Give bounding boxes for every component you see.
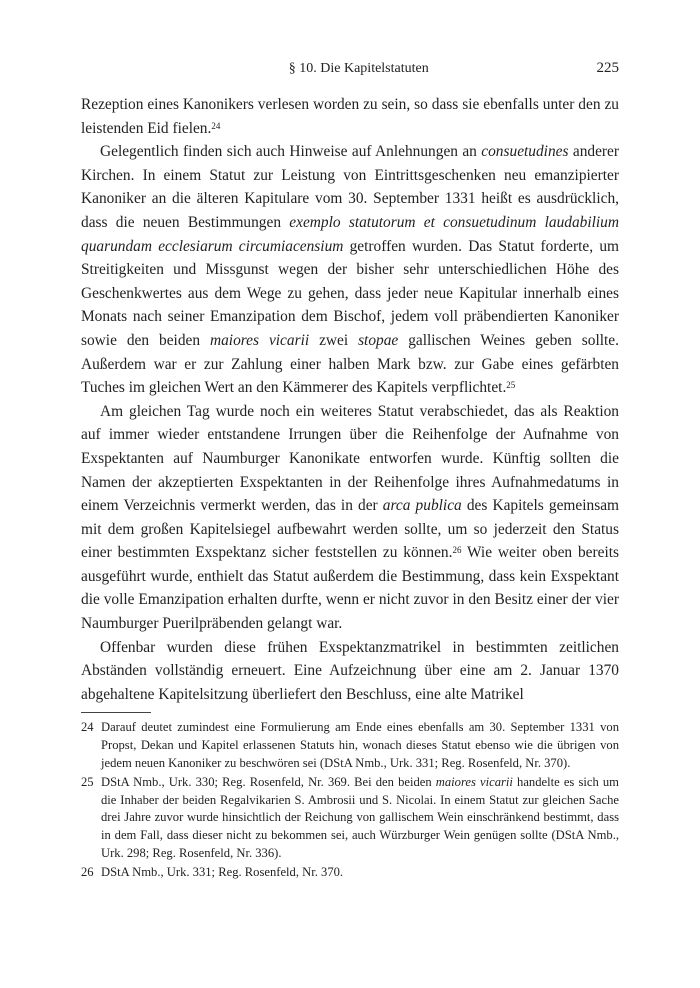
- paragraph: [81, 636, 619, 707]
- footnote: [81, 774, 619, 862]
- running-title: § 10. Die Kapitelstatuten: [288, 61, 429, 76]
- text-run: Wie weiter oben bereits ausgeführt wurde, enthielt das Statut außerdem die Bestimmung, dass kein Exspektant die volle Emanzipation erhalten durfte, wenn er nicht zuvor in den Besitz einer der vier Naumburger Puerilpräbenden gelangt war.: [81, 544, 619, 633]
- footnote: [81, 719, 619, 772]
- book-page: [81, 60, 619, 884]
- text-run: handelte es sich um die Inhaber der beiden Regalvikarien S. Ambrosii und S. Nicolai. In einem Statut zur gleichen Sache drei Jahre zuvor wurde hinsichtlich der Reichung von gallischem Wein einschränkend bestimmt, dass in dem Fall, dass dieser nicht zu bekommen sei, auch Würzburger Wein genügen sollte (DStA Nmb., Urk. 298; Reg. Rosenfeld, Nr. 336).: [101, 775, 619, 860]
- paragraph: [81, 93, 619, 140]
- footnote-number: 24: [81, 720, 94, 735]
- main-text: [81, 93, 619, 706]
- footnote-separator: [81, 712, 151, 713]
- footnotes: [81, 719, 619, 881]
- footnote-text: [101, 719, 619, 772]
- italic-term: arca publica: [382, 497, 462, 515]
- text-run: anderer Kirchen. In einem Statut zur Leistung von Eintrittsgeschenken neu emanzipierter Kanoniker an die älteren Kapitulare vom 30. September 1331 heißt es ausdrücklich, dass die neuen Bestimmungen: [81, 143, 620, 231]
- text-run: gallischen Weines geben sollte. Außerdem war er zur Zahlung einer halben Mark bzw. zur Gabe eines gefärbten Tuches im gleichen Wert an den Kämmerer des Kapitels verpflichtet.: [81, 331, 619, 397]
- footnote-text: [101, 864, 619, 882]
- footnote-ref: 25: [506, 380, 516, 391]
- text-run: Am gleichen Tag wurde noch ein weiteres Statut verabschiedet, das als Reaktion auf immer wieder entstandene Irrungen über die Reihenfolge der Aufnahme von Exspektanten auf Naumburger Kanonikate entworfen wurde. Künftig sollten die Namen der akzeptierten Exspektanten in der Reihenfolge ihres Aufnahmedatums in einem Verzeichnis vermerkt werden, das in der: [81, 402, 619, 515]
- footnote-text: [101, 774, 619, 862]
- text-run: Darauf deutet zumindest eine Formulierung am Ende eines ebenfalls am 30. September 1331 von Propst, Dekan und Kapitel erlassenen Statuts hin, wonach dieses Statut ebenso wie die übrigen von jedem neuen Kanoniker zu beschwören sei (DStA Nmb., Urk. 331; Reg. Rosenfeld, Nr. 370).: [101, 720, 619, 770]
- paragraph: [81, 140, 619, 400]
- italic-term: maiores vicarii: [435, 775, 513, 790]
- footnote-ref: 26: [452, 545, 462, 556]
- text-run: DStA Nmb., Urk. 331; Reg. Rosenfeld, Nr. 370.: [101, 865, 344, 880]
- text-run: zwei: [309, 331, 359, 349]
- footnote-number: 26: [81, 865, 94, 880]
- text-run: Gelegentlich finden sich auch Hinweise auf Anlehnungen an: [100, 143, 482, 161]
- text-run: des Kapitels gemeinsam mit dem großen Kapitelsiegel aufbewahrt werden sollte, um so jederzeit den Status einer bestimmten Exspektanz sicher feststellen zu können.: [81, 497, 619, 562]
- footnote: [81, 864, 619, 882]
- italic-term: consuetudines: [481, 143, 569, 161]
- italic-term: maiores vicarii: [209, 331, 310, 349]
- running-header: [81, 60, 619, 77]
- page-number: 225: [596, 60, 619, 76]
- text-run: DStA Nmb., Urk. 330; Reg. Rosenfeld, Nr. 369. Bei den beiden: [101, 775, 436, 790]
- italic-term: stopae: [358, 331, 399, 349]
- text-run: getroffen wurden. Das Statut forderte, um Streitigkeiten und Missgunst wegen der bisher sehr unterschiedlichen Höhe des Geschenkwertes aus dem Wege zu gehen, dass jeder neue Kapitular innerhalb eines Monats nach seiner Emanzipation dem Bischof, jedem voll präbendierten Kanoniker sowie den beiden: [81, 237, 619, 349]
- footnote-ref: 24: [211, 120, 221, 131]
- paragraph: [81, 400, 619, 636]
- footnote-number: 25: [81, 775, 94, 790]
- italic-term: exemplo statutorum et consuetudinum laudabilium quarundam ecclesiarum circumiacensium: [81, 213, 619, 255]
- text-run: Rezeption eines Kanonikers verlesen worden zu sein, so dass sie ebenfalls unter den zu leistenden Eid fielen.: [81, 96, 619, 137]
- text-run: Offenbar wurden diese frühen Exspektanzmatrikel in bestimmten zeitlichen Abständen vollständig erneuert. Eine Aufzeichnung über eine am 2. Januar 1370 abgehaltene Kapitelsitzung überliefert den Beschluss, eine alte Matrikel: [81, 638, 619, 703]
